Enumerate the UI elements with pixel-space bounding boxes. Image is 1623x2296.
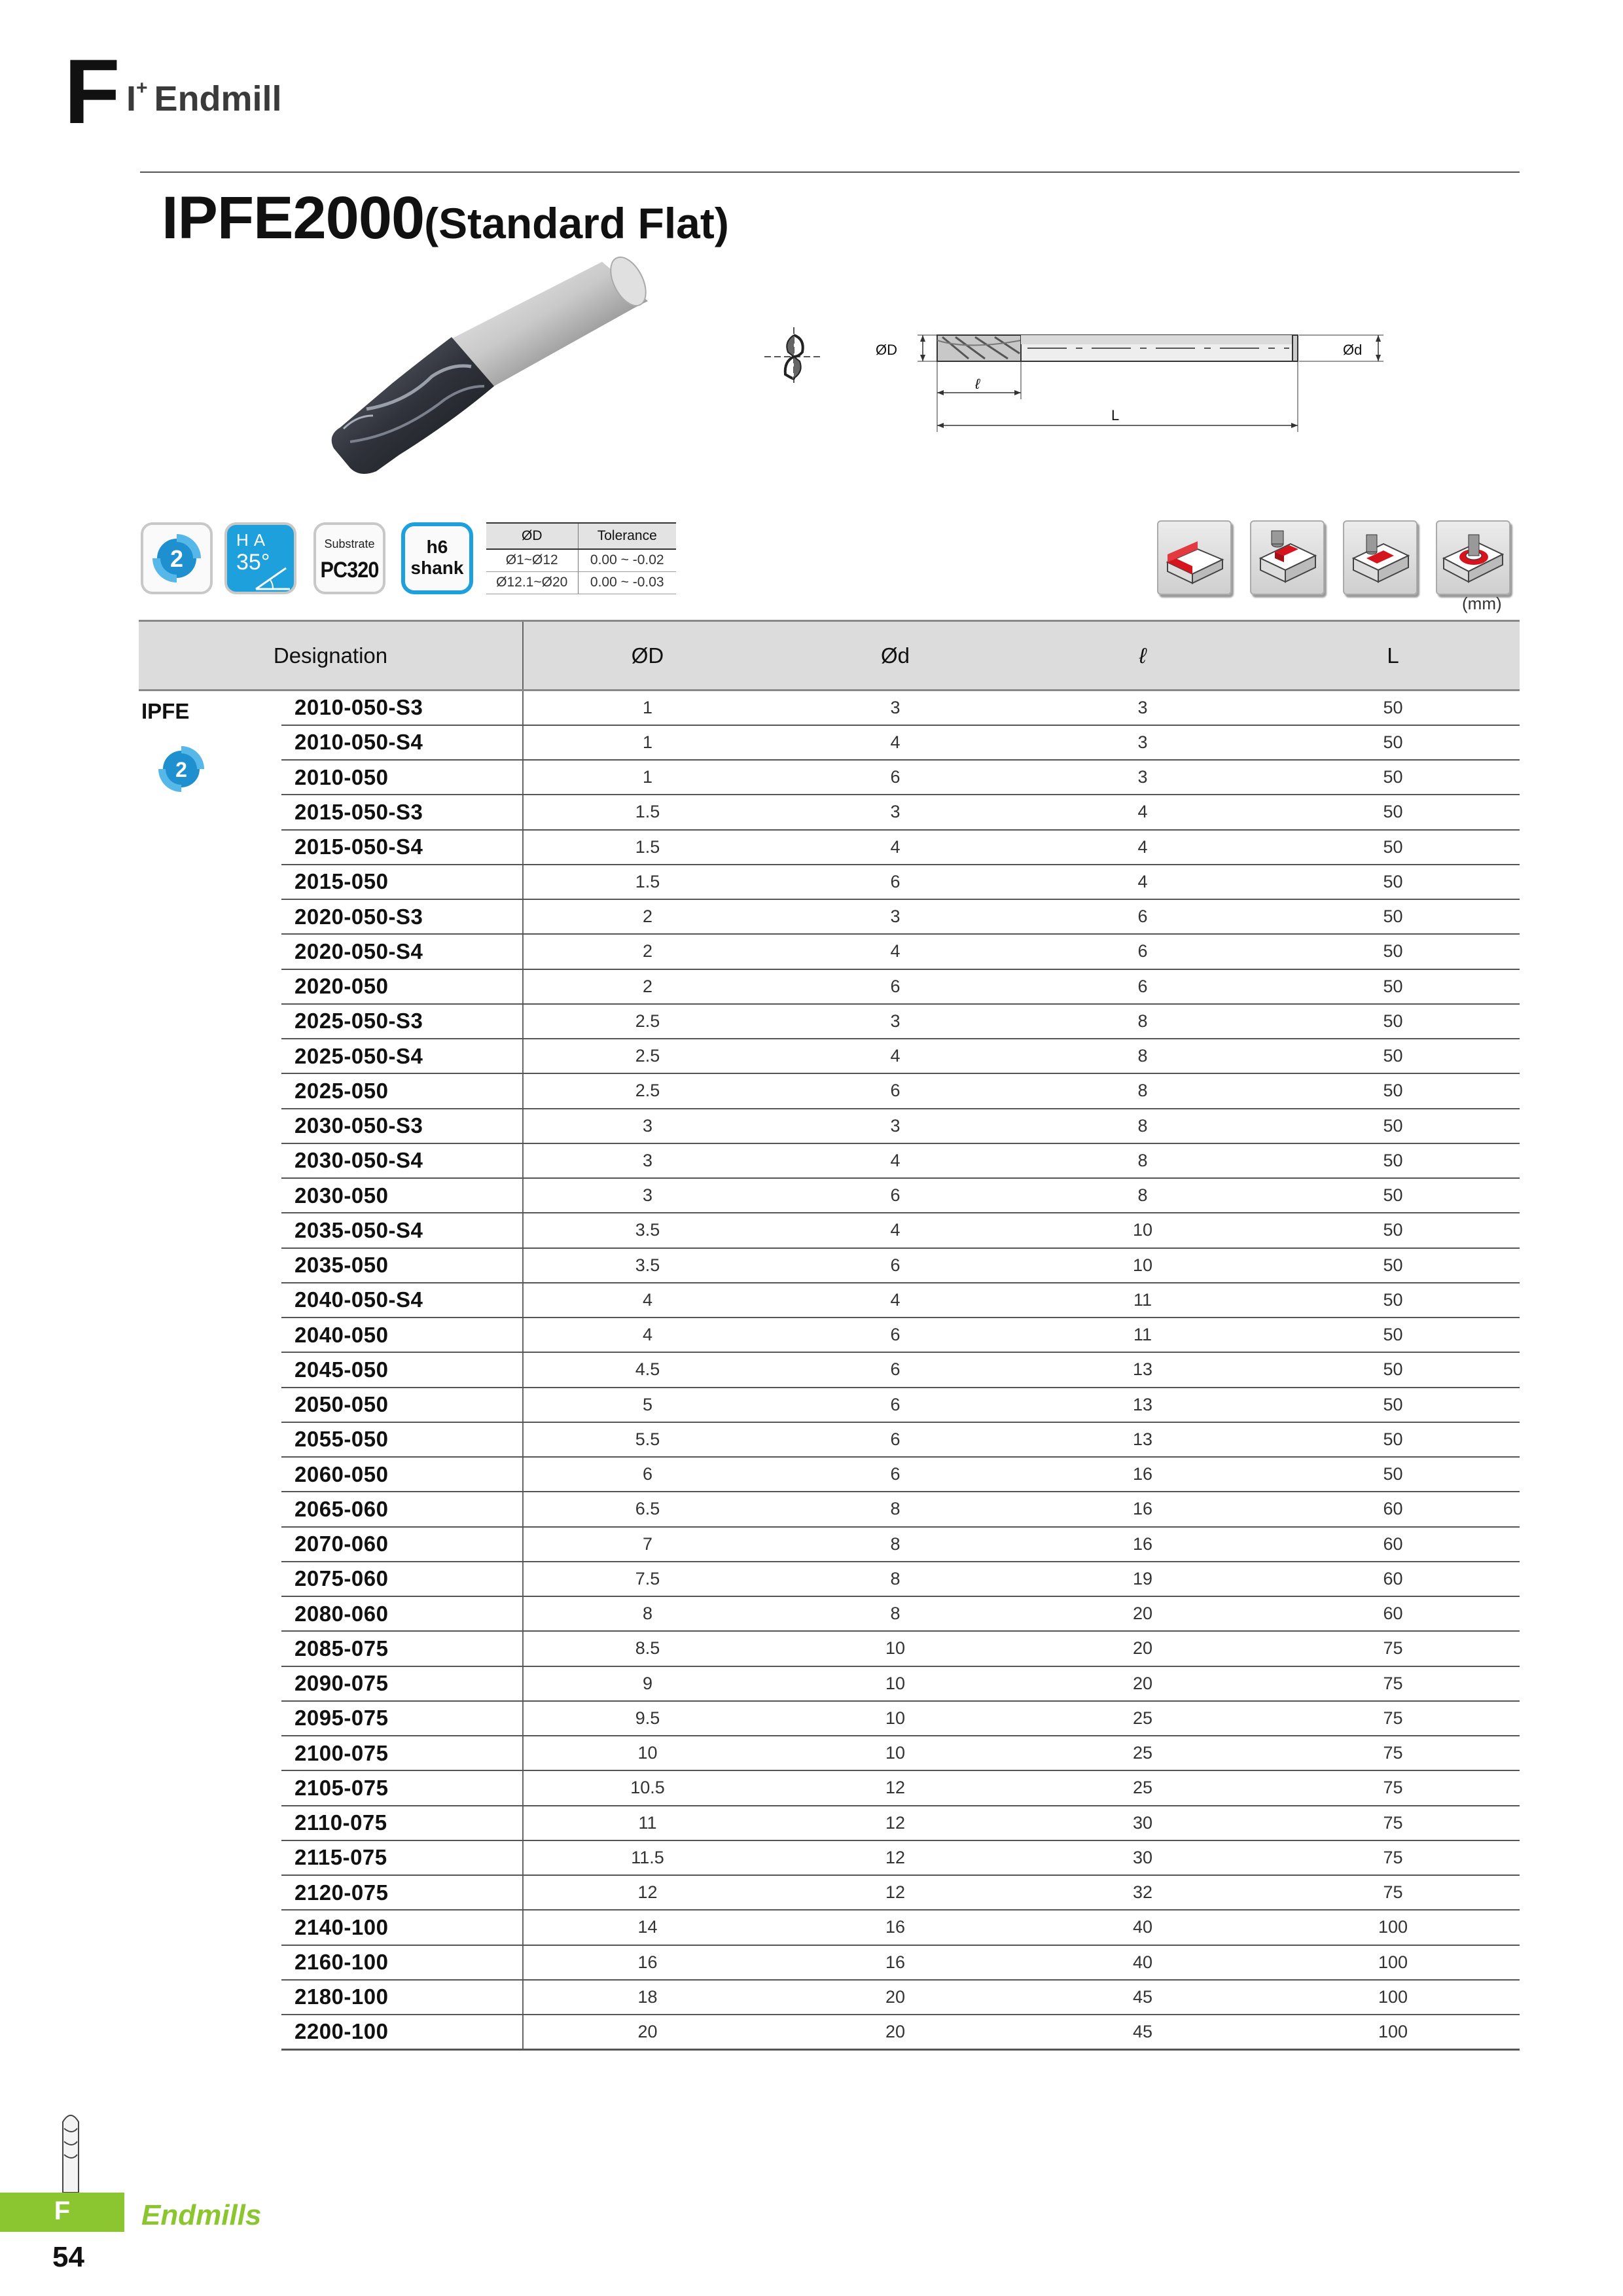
tolerance-value: 0.00 ~ -0.03 <box>578 571 676 594</box>
cell-D: 3.5 <box>523 1213 772 1247</box>
cell-D: 10 <box>523 1736 772 1770</box>
slotting-icon <box>1250 520 1325 595</box>
table-row <box>139 1980 1520 2015</box>
cell-L: 50 <box>1266 1073 1520 1108</box>
table-row <box>139 1213 1520 1247</box>
cell-D: 14 <box>523 1910 772 1945</box>
cell-d: 4 <box>772 1283 1019 1318</box>
cell-d: 3 <box>772 1109 1019 1143</box>
cell-L: 50 <box>1266 1213 1520 1247</box>
table-row <box>139 1248 1520 1283</box>
cell-l: 4 <box>1019 865 1266 899</box>
cell-d: 12 <box>772 1840 1019 1875</box>
designation-code: 2050-050 <box>281 1388 523 1422</box>
table-row <box>139 1631 1520 1666</box>
cell-d: 6 <box>772 1248 1019 1283</box>
table-row <box>139 795 1520 829</box>
tolerance-header-tol: Tolerance <box>578 523 676 549</box>
table-row <box>139 1666 1520 1701</box>
designation-code: 2055-050 <box>281 1422 523 1457</box>
table-row <box>139 1352 1520 1387</box>
cell-L: 75 <box>1266 1666 1520 1701</box>
cell-L: 50 <box>1266 1039 1520 1073</box>
cell-d: 6 <box>772 1352 1019 1387</box>
section-title-prefix: I <box>126 79 137 118</box>
cell-l: 16 <box>1019 1457 1266 1492</box>
cell-l: 16 <box>1019 1492 1266 1526</box>
designation-code: 2010-050 <box>281 760 523 795</box>
cell-L: 50 <box>1266 1248 1520 1283</box>
designation-code: 2200-100 <box>281 2015 523 2049</box>
cell-l: 10 <box>1019 1248 1266 1283</box>
designation-code: 2100-075 <box>281 1736 523 1770</box>
cell-l: 3 <box>1019 725 1266 760</box>
cell-l: 19 <box>1019 1562 1266 1596</box>
designation-code: 2140-100 <box>281 1910 523 1945</box>
cell-l: 11 <box>1019 1318 1266 1352</box>
designation-code: 2080-060 <box>281 1596 523 1631</box>
cell-L: 100 <box>1266 2015 1520 2049</box>
tolerance-range: Ø12.1~Ø20 <box>486 571 578 594</box>
cell-d: 10 <box>772 1736 1019 1770</box>
cell-d: 4 <box>772 830 1019 865</box>
cell-L: 50 <box>1266 1457 1520 1492</box>
designation-code: 2035-050 <box>281 1248 523 1283</box>
table-row <box>139 1492 1520 1526</box>
cell-d: 6 <box>772 1422 1019 1457</box>
table-row <box>139 1910 1520 1945</box>
cell-d: 6 <box>772 1457 1019 1492</box>
designation-code: 2025-050-S3 <box>281 1004 523 1039</box>
table-row <box>139 1527 1520 1562</box>
cell-L: 100 <box>1266 1910 1520 1945</box>
cell-D: 3 <box>523 1178 772 1213</box>
header-L: L <box>1266 621 1520 691</box>
cell-d: 3 <box>772 899 1019 934</box>
substrate-code: PC320 <box>320 558 379 583</box>
table-row <box>139 1806 1520 1840</box>
cell-L: 100 <box>1266 1945 1520 1980</box>
footer-label: Endmills <box>141 2199 262 2231</box>
cell-D: 5 <box>523 1388 772 1422</box>
designation-code: 2030-050-S4 <box>281 1143 523 1178</box>
cell-D: 11.5 <box>523 1840 772 1875</box>
endmill-image <box>236 252 661 494</box>
cell-L: 75 <box>1266 1631 1520 1666</box>
designation-code: 2160-100 <box>281 1945 523 1980</box>
cell-L: 50 <box>1266 795 1520 829</box>
table-row <box>139 1318 1520 1352</box>
designation-code: 2060-050 <box>281 1457 523 1492</box>
cell-L: 50 <box>1266 1143 1520 1178</box>
cell-L: 50 <box>1266 1352 1520 1387</box>
cell-D: 3.5 <box>523 1248 772 1283</box>
designation-code: 2115-075 <box>281 1840 523 1875</box>
cell-D: 3 <box>523 1143 772 1178</box>
cell-D: 18 <box>523 1980 772 2015</box>
designation-code: 2025-050 <box>281 1073 523 1108</box>
header-D: ØD <box>523 621 772 691</box>
flute-count-icon <box>143 525 210 592</box>
cell-l: 40 <box>1019 1945 1266 1980</box>
header-l: ℓ <box>1019 621 1266 691</box>
table-row <box>139 1004 1520 1039</box>
shank-tolerance-badge <box>401 522 473 594</box>
cell-D: 16 <box>523 1945 772 1980</box>
designation-code: 2020-050 <box>281 969 523 1004</box>
table-row <box>139 2015 1520 2049</box>
cell-L: 50 <box>1266 760 1520 795</box>
cell-D: 4.5 <box>523 1352 772 1387</box>
cell-L: 50 <box>1266 969 1520 1004</box>
dimension-drawing <box>870 321 1407 439</box>
table-row <box>139 1596 1520 1631</box>
cell-L: 50 <box>1266 934 1520 969</box>
cell-l: 25 <box>1019 1770 1266 1805</box>
product-title <box>162 185 729 251</box>
designation-code: 2180-100 <box>281 1980 523 2015</box>
cell-d: 8 <box>772 1562 1019 1596</box>
table-row <box>139 1562 1520 1596</box>
designation-code: 2010-050-S4 <box>281 725 523 760</box>
designation-code: 2040-050-S4 <box>281 1283 523 1318</box>
cell-D: 9 <box>523 1666 772 1701</box>
cell-l: 13 <box>1019 1352 1266 1387</box>
designation-code: 2040-050 <box>281 1318 523 1352</box>
cell-d: 3 <box>772 795 1019 829</box>
cell-L: 60 <box>1266 1492 1520 1526</box>
table-row <box>139 830 1520 865</box>
cell-L: 60 <box>1266 1596 1520 1631</box>
cell-d: 6 <box>772 760 1019 795</box>
designation-code: 2015-050 <box>281 865 523 899</box>
label-l: ℓ <box>975 376 980 392</box>
cell-D: 6.5 <box>523 1492 772 1526</box>
page-number: 54 <box>52 2241 84 2273</box>
designation-code: 2010-050-S3 <box>281 691 523 725</box>
table-row <box>139 725 1520 760</box>
cell-d: 12 <box>772 1770 1019 1805</box>
label-d: Ød <box>1343 342 1363 358</box>
pocketing-icon <box>1343 520 1418 595</box>
cell-D: 2 <box>523 899 772 934</box>
cell-d: 8 <box>772 1527 1019 1562</box>
cell-L: 75 <box>1266 1736 1520 1770</box>
designation-code: 2035-050-S4 <box>281 1213 523 1247</box>
cell-l: 45 <box>1019 2015 1266 2049</box>
cell-l: 13 <box>1019 1422 1266 1457</box>
cell-l: 8 <box>1019 1073 1266 1108</box>
table-row <box>139 865 1520 899</box>
cell-l: 20 <box>1019 1666 1266 1701</box>
flute-count-icon <box>153 741 209 797</box>
cell-d: 20 <box>772 1980 1019 2015</box>
table-row <box>139 969 1520 1004</box>
helix-angle-icon <box>253 565 293 592</box>
cell-L: 50 <box>1266 899 1520 934</box>
cell-L: 50 <box>1266 1004 1520 1039</box>
cell-D: 11 <box>523 1806 772 1840</box>
cell-l: 8 <box>1019 1004 1266 1039</box>
cell-d: 10 <box>772 1631 1019 1666</box>
cell-d: 20 <box>772 2015 1019 2049</box>
cell-L: 50 <box>1266 1388 1520 1422</box>
unit-label: (mm) <box>1462 594 1502 613</box>
cell-l: 4 <box>1019 830 1266 865</box>
cell-D: 1 <box>523 691 772 725</box>
cell-L: 50 <box>1266 1318 1520 1352</box>
cell-L: 75 <box>1266 1701 1520 1736</box>
cell-L: 75 <box>1266 1806 1520 1840</box>
cell-d: 10 <box>772 1666 1019 1701</box>
cell-d: 6 <box>772 865 1019 899</box>
cell-l: 6 <box>1019 899 1266 934</box>
tolerance-table <box>486 522 676 594</box>
table-row <box>139 1945 1520 1980</box>
helix-angle: 35° <box>236 550 270 575</box>
cell-l: 8 <box>1019 1039 1266 1073</box>
cell-l: 10 <box>1019 1213 1266 1247</box>
designation-code: 2085-075 <box>281 1631 523 1666</box>
shank-tolerance: h6 <box>426 537 448 557</box>
table-row <box>139 1840 1520 1875</box>
cell-D: 1.5 <box>523 865 772 899</box>
tolerance-row <box>486 571 676 594</box>
label-L: L <box>1111 407 1120 423</box>
table-row <box>139 1770 1520 1805</box>
designation-code: 2045-050 <box>281 1352 523 1387</box>
cell-L: 50 <box>1266 725 1520 760</box>
cell-d: 16 <box>772 1945 1019 1980</box>
designation-code: 2015-050-S4 <box>281 830 523 865</box>
cell-d: 4 <box>772 1213 1019 1247</box>
cell-D: 7 <box>523 1527 772 1562</box>
side-milling-icon <box>1157 520 1232 595</box>
cell-L: 75 <box>1266 1840 1520 1875</box>
cell-l: 3 <box>1019 691 1266 725</box>
cell-l: 4 <box>1019 795 1266 829</box>
cell-L: 60 <box>1266 1562 1520 1596</box>
cell-d: 12 <box>772 1806 1019 1840</box>
cross-section-icon <box>764 327 823 386</box>
cell-D: 9.5 <box>523 1701 772 1736</box>
designation-code: 2110-075 <box>281 1806 523 1840</box>
designation-table <box>139 620 1520 2051</box>
helix-label: HA <box>236 530 271 550</box>
cell-l: 25 <box>1019 1736 1266 1770</box>
cell-D: 4 <box>523 1318 772 1352</box>
designation-code: 2020-050-S4 <box>281 934 523 969</box>
cell-D: 8.5 <box>523 1631 772 1666</box>
cell-L: 50 <box>1266 1283 1520 1318</box>
family-cell <box>139 691 281 2050</box>
cell-L: 75 <box>1266 1875 1520 1910</box>
header-designation: Designation <box>139 621 523 691</box>
cell-d: 4 <box>772 1143 1019 1178</box>
section-title-sup: + <box>136 77 148 99</box>
designation-code: 2030-050-S3 <box>281 1109 523 1143</box>
table-row <box>139 1143 1520 1178</box>
table-row <box>139 1422 1520 1457</box>
cell-d: 6 <box>772 969 1019 1004</box>
cell-d: 3 <box>772 691 1019 725</box>
designation-code: 2030-050 <box>281 1178 523 1213</box>
product-variant: (Standard Flat) <box>424 199 729 247</box>
cell-l: 30 <box>1019 1840 1266 1875</box>
plunging-icon <box>1436 520 1510 595</box>
cell-L: 60 <box>1266 1527 1520 1562</box>
cell-l: 20 <box>1019 1596 1266 1631</box>
table-row <box>139 1457 1520 1492</box>
cell-L: 50 <box>1266 691 1520 725</box>
table-row <box>139 1701 1520 1736</box>
designation-code: 2105-075 <box>281 1770 523 1805</box>
label-D: ØD <box>876 342 897 358</box>
cell-l: 11 <box>1019 1283 1266 1318</box>
substrate-badge <box>313 522 385 594</box>
product-model: IPFE2000 <box>162 185 425 251</box>
shank-word: shank <box>410 558 464 578</box>
cell-D: 3 <box>523 1109 772 1143</box>
cell-D: 1.5 <box>523 830 772 865</box>
tolerance-range: Ø1~Ø12 <box>486 549 578 571</box>
table-row <box>139 1736 1520 1770</box>
cell-d: 4 <box>772 934 1019 969</box>
cell-d: 4 <box>772 725 1019 760</box>
cell-d: 6 <box>772 1318 1019 1352</box>
cell-d: 6 <box>772 1388 1019 1422</box>
cell-D: 1 <box>523 725 772 760</box>
family-name: IPFE <box>141 699 190 723</box>
table-row <box>139 1178 1520 1213</box>
cell-D: 12 <box>523 1875 772 1910</box>
table-row <box>139 934 1520 969</box>
cell-d: 6 <box>772 1073 1019 1108</box>
cell-L: 100 <box>1266 1980 1520 2015</box>
cell-L: 50 <box>1266 1109 1520 1143</box>
cell-d: 12 <box>772 1875 1019 1910</box>
designation-code: 2090-075 <box>281 1666 523 1701</box>
cell-d: 6 <box>772 1178 1019 1213</box>
cell-D: 7.5 <box>523 1562 772 1596</box>
cell-l: 45 <box>1019 1980 1266 2015</box>
cell-l: 20 <box>1019 1631 1266 1666</box>
cell-D: 4 <box>523 1283 772 1318</box>
cell-D: 5.5 <box>523 1422 772 1457</box>
cell-d: 8 <box>772 1492 1019 1526</box>
cell-L: 75 <box>1266 1770 1520 1805</box>
cell-l: 6 <box>1019 934 1266 969</box>
designation-code: 2015-050-S3 <box>281 795 523 829</box>
cell-l: 13 <box>1019 1388 1266 1422</box>
header-d: Ød <box>772 621 1019 691</box>
section-title <box>126 77 282 118</box>
cell-D: 10.5 <box>523 1770 772 1805</box>
table-row <box>139 1283 1520 1318</box>
cell-l: 3 <box>1019 760 1266 795</box>
cell-L: 50 <box>1266 830 1520 865</box>
cell-l: 32 <box>1019 1875 1266 1910</box>
cell-L: 50 <box>1266 1178 1520 1213</box>
footer-letter: F <box>54 2197 71 2225</box>
cell-D: 2.5 <box>523 1039 772 1073</box>
header-rule <box>140 171 1520 173</box>
table-row <box>139 899 1520 934</box>
table-row <box>139 760 1520 795</box>
cell-l: 8 <box>1019 1143 1266 1178</box>
cell-l: 25 <box>1019 1701 1266 1736</box>
designation-code: 2120-075 <box>281 1875 523 1910</box>
cell-l: 6 <box>1019 969 1266 1004</box>
table-row <box>139 1039 1520 1073</box>
cell-l: 40 <box>1019 1910 1266 1945</box>
cell-D: 1 <box>523 760 772 795</box>
cell-D: 6 <box>523 1457 772 1492</box>
ball-endmill-icon <box>58 2109 84 2194</box>
section-letter: F <box>64 40 120 143</box>
cell-d: 10 <box>772 1701 1019 1736</box>
tolerance-value: 0.00 ~ -0.02 <box>578 549 676 571</box>
designation-code: 2065-060 <box>281 1492 523 1526</box>
cell-D: 2 <box>523 934 772 969</box>
cell-D: 2.5 <box>523 1004 772 1039</box>
designation-code: 2070-060 <box>281 1527 523 1562</box>
cell-d: 8 <box>772 1596 1019 1631</box>
cell-d: 3 <box>772 1004 1019 1039</box>
cell-D: 1.5 <box>523 795 772 829</box>
cell-L: 50 <box>1266 865 1520 899</box>
flute-count: 2 <box>169 545 184 572</box>
table-row <box>139 1073 1520 1108</box>
family-flute-count: 2 <box>175 758 187 781</box>
designation-code: 2025-050-S4 <box>281 1039 523 1073</box>
cell-D: 2.5 <box>523 1073 772 1108</box>
cell-d: 4 <box>772 1039 1019 1073</box>
cell-D: 20 <box>523 2015 772 2049</box>
cell-d: 16 <box>772 1910 1019 1945</box>
designation-code: 2020-050-S3 <box>281 899 523 934</box>
flute-count-badge <box>141 522 213 594</box>
section-title-text: Endmill <box>154 79 282 118</box>
cell-D: 8 <box>523 1596 772 1631</box>
substrate-label: Substrate <box>324 537 375 550</box>
cell-l: 16 <box>1019 1527 1266 1562</box>
cell-D: 2 <box>523 969 772 1004</box>
tolerance-row <box>486 549 676 571</box>
table-row <box>139 1109 1520 1143</box>
designation-code: 2095-075 <box>281 1701 523 1736</box>
cell-l: 8 <box>1019 1178 1266 1213</box>
tolerance-header-d: ØD <box>486 523 578 549</box>
cell-l: 8 <box>1019 1109 1266 1143</box>
cell-l: 30 <box>1019 1806 1266 1840</box>
designation-code: 2075-060 <box>281 1562 523 1596</box>
cell-L: 50 <box>1266 1422 1520 1457</box>
table-row <box>139 1875 1520 1910</box>
table-row <box>139 691 1520 725</box>
table-row <box>139 1388 1520 1422</box>
helix-angle-badge <box>224 522 296 594</box>
